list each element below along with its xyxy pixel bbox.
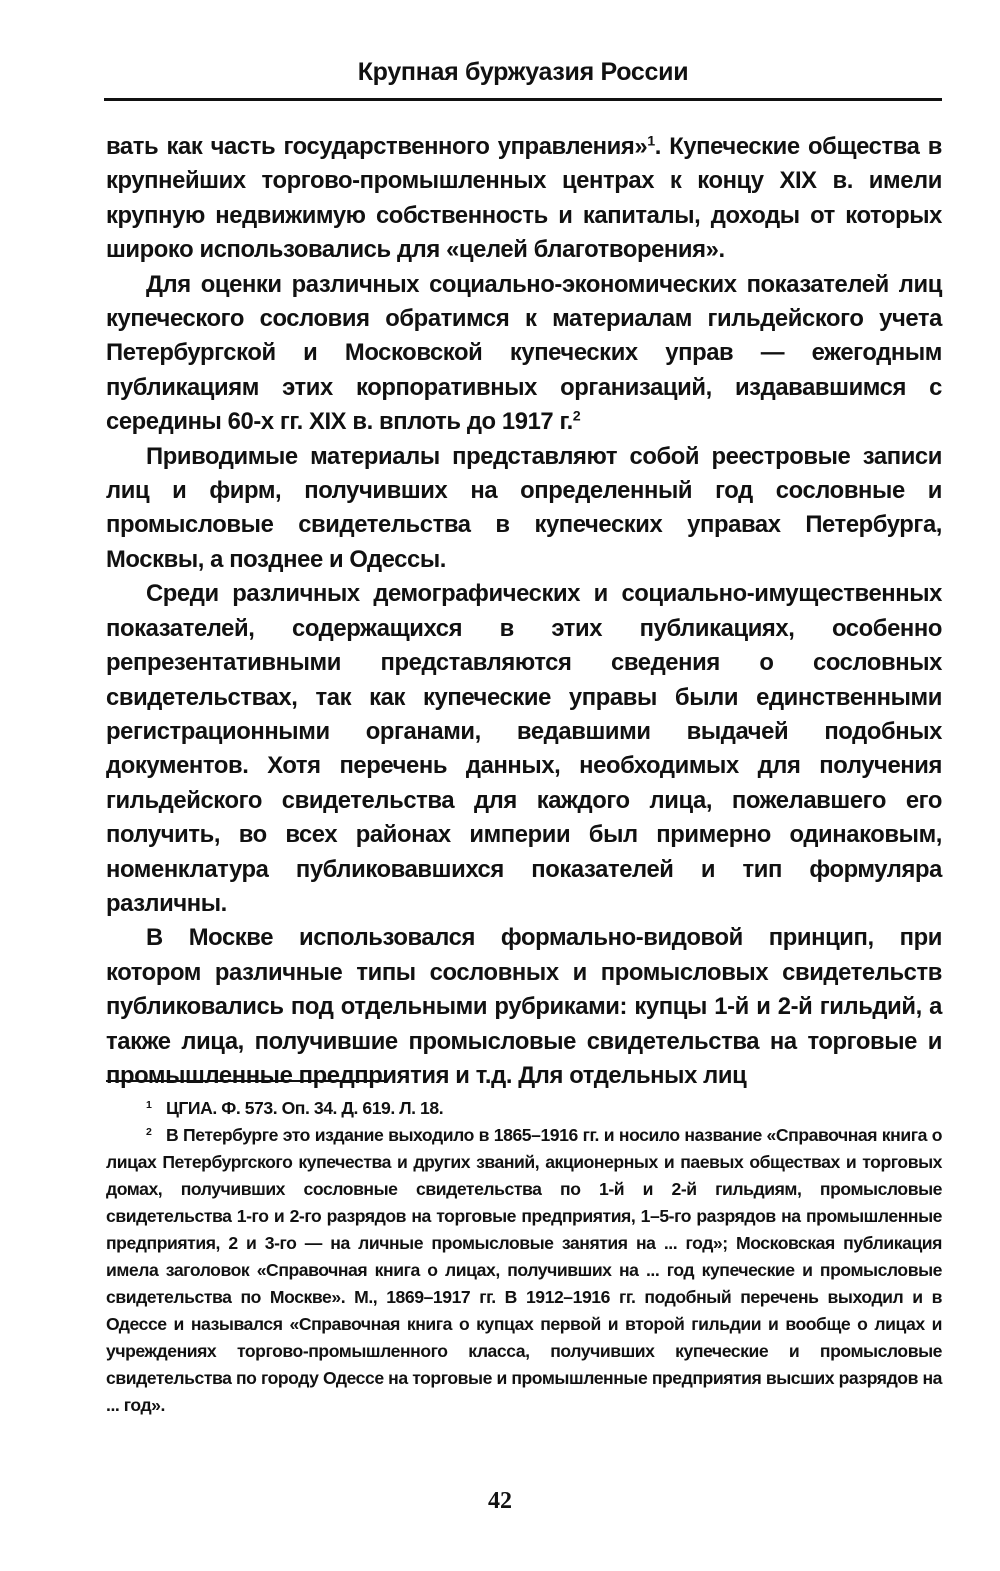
paragraph-text: В Москве использовался формально-видовой принцип, при котором различные типы сословных и промысловых свидетельств публиковались под отдельными рубриками: купцы 1-й и 2-й гильдий, а также лица, получившие промысловые свидетельства на торговые и промышленные предприятия и т.д. Для отдельных лиц xyxy=(106,924,942,1089)
running-title: Крупная буржуазия России xyxy=(357,58,689,86)
footnote: $^1$ ЦГИА. Ф. 573. Оп. 34. Д. 619. Л. 18. xyxy=(146,1098,444,1118)
paragraph xyxy=(106,577,942,921)
paragraph-text: Среди различных демографических и социально-имущественных показателей, содержащихся в этих публикациях, особенно репрезентативными представляются сведения о сословных свидетельствах, так как купеческие управы были единственными регистрационными органами, ведавшими выдачей подобных документов. Хотя перечень данных, необходимых для получения гильдейского свидетельства для каждого лица, пожелавшего его получить, во всех районах империи был примерно одинаковым, номенклатура публиковавшихся показателей и тип формуляра различны. xyxy=(106,580,942,917)
main-text xyxy=(106,130,942,1093)
paragraph xyxy=(106,268,942,440)
paragraph xyxy=(106,921,942,1093)
paragraph-text: Приводимые материалы представляют собой реестровые записи лиц и фирм, получивших на определенный год сословные и промысловые свидетельства в купеческих управах Петербурга, Москвы, а позднее и Одессы. xyxy=(106,442,942,573)
footnote-reference: 1 xyxy=(647,133,655,150)
footnotes xyxy=(106,1095,942,1419)
paragraph-text: вать как часть государственного управления» xyxy=(106,133,648,160)
footnote-text: ЦГИА. Ф. 573. Оп. 34. Д. 619. Л. 18. xyxy=(166,1098,444,1118)
footnote-rule xyxy=(106,1080,386,1082)
paragraph-text-tail: . Купеческие общества в крупнейших торгово-промышленных центрах к концу XIX в. имели крупную недвижимую собственность и капиталы, доходы от которых широко использовались для «целей благотворения». xyxy=(106,133,942,264)
footnote-text: В Петербурге это издание выходило в 1865–1916 гг. и носило название «Справочная книга о лицах Петербургского купечества и других званий, акционерных и паевых обществах и торговых домах, получивших сословные свидетельства по 1-й и 2-й гильдиям, промысловые свидетельства 1-го и 2-го разрядов на торговые предприятия, 1–5-го разрядов на промышленные предприятия, 2 и 3-го — на личные промысловые занятия на ... год»; Московская публикация имела заголовок «Справочная книга о лицах, получивших на ... год купеческие и промысловые свидетельства по Москве». М., 1869–1917 гг. В 1912–1916 гг. подобный перечень выходил и в Одессе и назывался «Справочная книга о купцах первой и второй гильдии и вообще о лицах и учреждениях торгово-промышленного класса, получивших купеческие и промысловые свидетельства по городу Одессе на торговые и промышленные предприятия высших разрядов на ... год». xyxy=(106,1125,942,1415)
footnote-reference: 2 xyxy=(572,408,581,425)
footnote: $^2$ В Петербурге это издание выходило в 1865–1916 гг. и носило название «Справочная книга о лицах Петербургского купечества и других званий, акционерных и паевых обществах и торговых домах, получивших сословные свидетельства по 1-й и 2-й гильдиям, промысловые свидетельства 1-го и 2-го разрядов на торговые предприятия, 1–5-го разрядов на промышленные предприятия, 2 и 3-го — на личные промысловые занятия на ... год»; Московская публикация имела заголовок «Справочная книга о лицах, получивших на ... год купеческие и промысловые свидетельства по Москве». М., 1869–1917 гг. В 1912–1916 гг. подобный перечень выходил и в Одессе и назывался «Справочная книга о купцах первой и второй гильдии и вообще о лицах и учреждениях торгово-промышленного класса, получивших купеческие и промысловые свидетельства по городу Одессе на торговые и промышленные предприятия высших разрядов на ... год». xyxy=(106,1125,942,1415)
header-rule xyxy=(104,98,942,101)
paragraph xyxy=(106,440,942,578)
page-number: 42 xyxy=(488,1488,512,1514)
paragraph-continuation xyxy=(106,130,942,268)
paragraph-text: Для оценки различных социально-экономических показателей лиц купеческого сословия обратимся к материалам гильдейского учета Петербургской и Московской купеческих управ — ежегодным публикациям этих корпоративных организаций, издававшимся с середины 60-х гг. XIX в. вплоть до 1917 г. xyxy=(106,270,942,436)
